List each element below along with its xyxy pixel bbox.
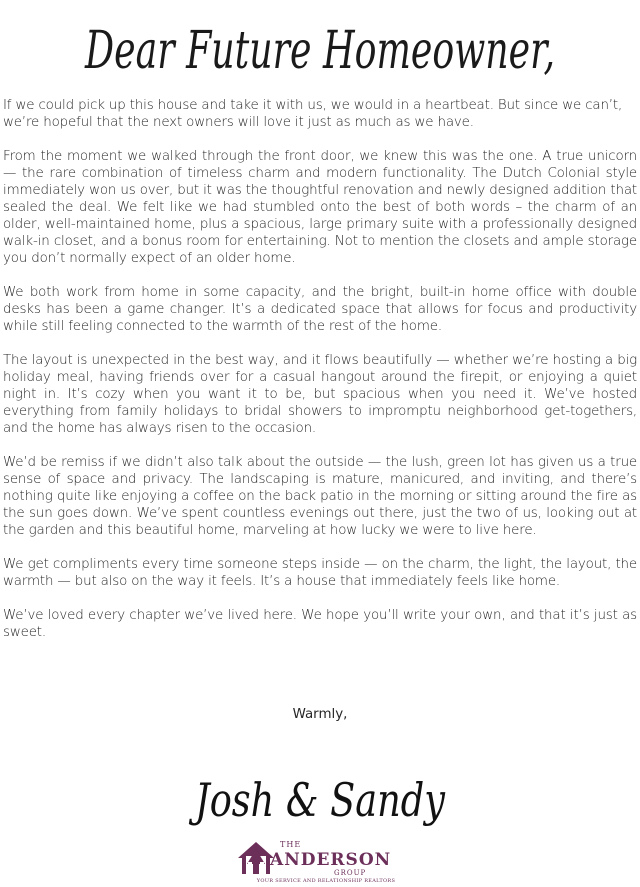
salutation-heading (0, 0, 640, 100)
paragraph: If we could pick up this house and take it with us, we would in a heartbeat. But since we can’t, we’re hopeful that the next owners will love it just as much as we have. (3, 98, 623, 130)
closing-line: Warmly, (292, 707, 348, 722)
anderson-group-logo (236, 840, 416, 887)
logo-name: ANDERSON (270, 850, 392, 870)
paragraph: From the moment we walked through the front door, we knew this was the one. A true unicorn — the rare combination of timeless charm and modern functionality. The Dutch Colonial style immediately won us over, but it was the thoughtful renovation and newly designed addition that sealed the deal. We felt like we had stumbled onto the best of both words – the charm of an older, well-maintained home, plus a spacious, large primary suite with a professionally designed walk-in closet, and a bonus room for entertaining. Not to mention the closets and ample storage you don’t normally expect of an older home. (3, 149, 637, 266)
letter-body (3, 97, 637, 658)
paragraph: The layout is unexpected in the best way, and it flows beautifully — whether we’re hosting a big holiday meal, having friends over for a casual hangout around the firepit, or enjoying a quiet night in. It’s cozy when you want it to be, but spacious when you need it. We’ve hosted everything from family holidays to bridal showers to impromptu neighborhood get-togethers, and the home has always risen to the occasion. (3, 353, 637, 436)
paragraph: We’ve loved every chapter we’ve lived here. We hope you’ll write your own, and that it’s just as sweet. (3, 608, 637, 640)
salutation-text: Dear Future Homeowner, (84, 21, 555, 81)
signature (180, 758, 460, 838)
logo-the: THE (280, 840, 302, 849)
paragraph: We’d be remiss if we didn’t also talk about the outside — the lush, green lot has given us a true sense of space and privacy. The landscaping is mature, manicured, and inviting, and there’s nothing quite like enjoying a coffee on the back patio in the morning or sitting around the fire as the sun goes down. We’ve spent countless evenings out there, just the two of us, looking out at the garden and this beautiful home, marveling at how lucky we were to live here. (3, 455, 637, 538)
signature-text: Josh & Sandy (188, 773, 446, 827)
paragraph: We get compliments every time someone steps inside — on the charm, the light, the layout, the warmth — but also on the way it feels. It’s a house that immediately feels like home. (3, 557, 637, 589)
logo-group: GROUP (334, 869, 367, 877)
paragraph: We both work from home in some capacity, and the bright, built-in home office with double desks has been a game changer. It’s a dedicated space that allows for focus and productivity while still feeling connected to the warmth of the rest of the home. (3, 285, 637, 334)
logo-tagline: YOUR SERVICE AND RELATIONSHIP REALTORS (256, 878, 396, 884)
